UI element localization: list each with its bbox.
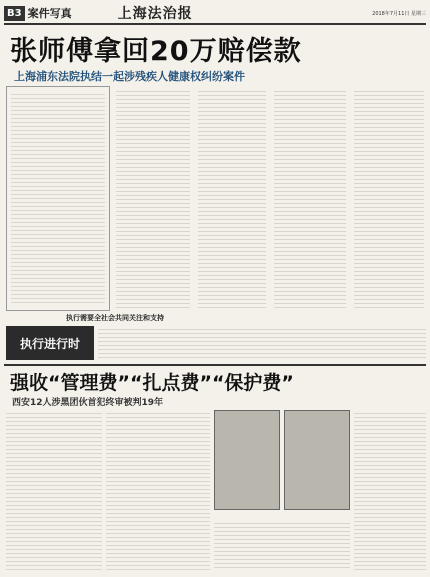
commentary-block [98, 326, 426, 360]
date-line: 2018年7月11日 星期三 [372, 10, 426, 17]
column-text-placeholder [106, 410, 210, 570]
story2-column-5 [354, 410, 426, 570]
column-text-placeholder [354, 88, 424, 309]
story2-subhead: 西安12人涉黑团伙首犯终审被判19年 [12, 398, 164, 408]
story1-subhead: 上海浦东法院执结一起涉残疾人健康权纠纷案件 [14, 70, 245, 83]
column-text-placeholder [198, 88, 266, 309]
column-text-placeholder [214, 520, 350, 570]
note-strip: 执行需要全社会共同关注和支持 [66, 314, 164, 322]
news-photo-2 [284, 410, 350, 510]
section-name: 案件写真 [27, 7, 72, 20]
commentary-text-placeholder [98, 326, 426, 360]
column-text-placeholder [354, 410, 426, 570]
note-row [6, 312, 426, 324]
story1-column-d [352, 86, 426, 311]
story2-headline: 强收“管理费”“扎点费”“保护费” [10, 372, 294, 394]
section-divider [4, 364, 426, 366]
lead-text-placeholder [11, 91, 105, 306]
page-number: B3 [4, 6, 25, 21]
story1-lead-box [6, 86, 110, 311]
story1-headline: 张师傅拿回20万赔偿款 [10, 36, 302, 67]
paper-name: 上海法治报 [117, 6, 193, 22]
column-text-placeholder [6, 410, 102, 570]
story2-under-photo-text [214, 520, 350, 570]
story1-column-a [114, 86, 192, 311]
story2-column-1 [6, 410, 102, 570]
masthead [4, 3, 426, 25]
news-photo-1 [214, 410, 280, 510]
column-text-placeholder [274, 88, 346, 309]
story2-column-2 [106, 410, 210, 570]
story1-column-b [196, 86, 268, 311]
column-text-placeholder [116, 88, 190, 309]
banner-execution: 执行进行时 [6, 326, 94, 360]
story1-column-c [272, 86, 348, 311]
